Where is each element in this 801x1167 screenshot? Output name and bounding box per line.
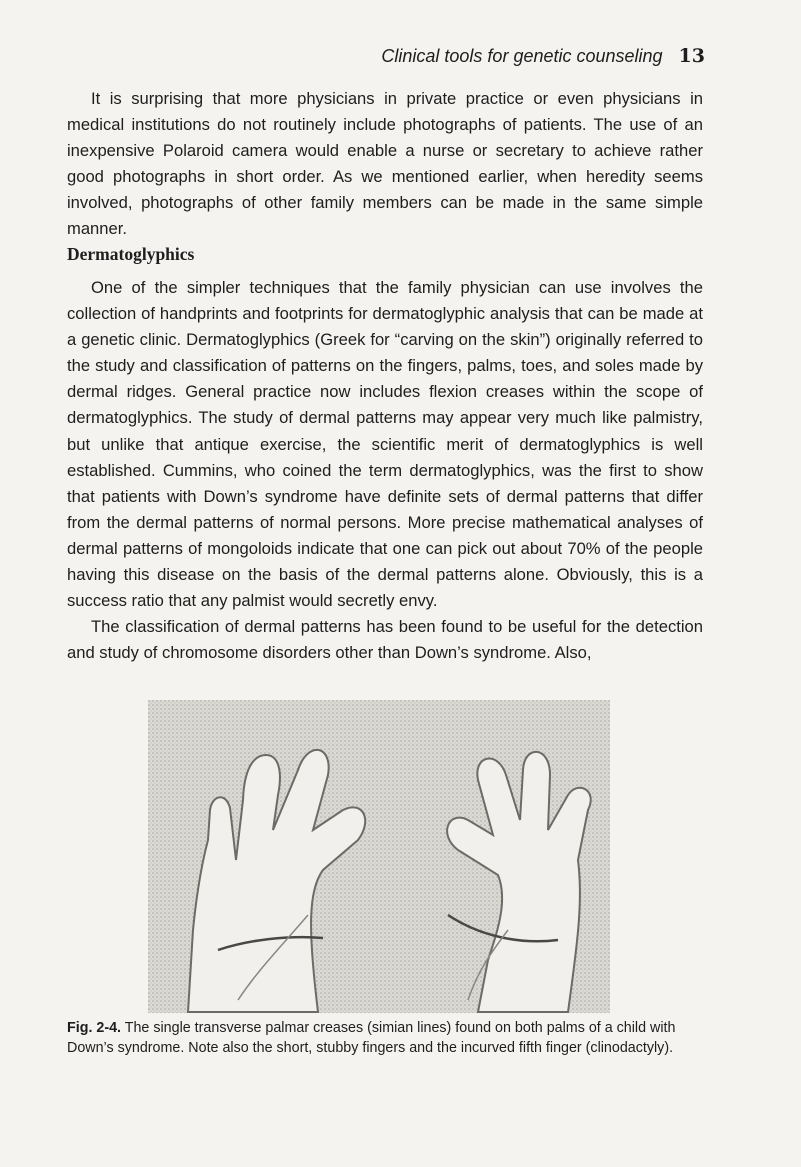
figure-caption-text: The single transverse palmar creases (simian lines) found on both palms of a child with Down’s syndrome. Note also the short, stubby fingers and the incurved fifth finger (clinodactyly). <box>67 1020 676 1056</box>
dermatoglyphics-section <box>67 275 703 666</box>
page-number: 13 <box>678 45 705 67</box>
figure-label: Fig. 2-4. <box>67 1020 122 1036</box>
running-title: Clinical tools for genetic counseling <box>381 46 663 66</box>
palms-illustration <box>148 700 610 1013</box>
paragraph-dermatoglyphics: One of the simpler techniques that the family physician can use involves the collection of handprints and footprints for dermatoglyphic analysis that can be made at a genetic clinic. Dermatoglyphics (Greek for “carving on the skin”) originally referred to the study and classification of patterns on the fingers, palms, toes, and soles made by dermal ridges. General practice now includes flexion creases within the scope of dermatoglyphics. The study of dermal patterns may appear very much like palmistry, but unlike that antique exercise, the scientific merit of dermatoglyphics is well established. Cummins, who coined the term dermatoglyphics, was the first to show that patients with Down’s syndrome have definite sets of dermal patterns that differ from the dermal patterns of normal persons. More precise mathematical analyses of dermal patterns of mongoloids indicate that one can pick out about 70% of the people having this disease on the basis of the dermal patterns alone. Obviously, this is a success ratio that any palmist would secretly envy. <box>67 278 703 611</box>
paragraph-classification: The classification of dermal patterns has been found to be useful for the detection and study of chromosome disorders other than Down’s syndrome. Also, <box>67 617 703 663</box>
figure-photo-palms <box>148 700 610 1013</box>
figure-caption <box>67 1019 703 1058</box>
paragraph-photographs: It is surprising that more physicians in private practice or even physicians in medical institutions do not routinely include photographs of patients. The use of an inexpensive Polaroid camera would enable a nurse or secretary to achieve rather good photographs in short order. As we mentioned earlier, when heredity seems involved, photographs of other family members can be made in the same simple manner. <box>67 89 703 239</box>
intro-section <box>67 86 703 243</box>
running-header <box>381 45 705 67</box>
section-heading: Dermatoglyphics <box>67 244 195 264</box>
